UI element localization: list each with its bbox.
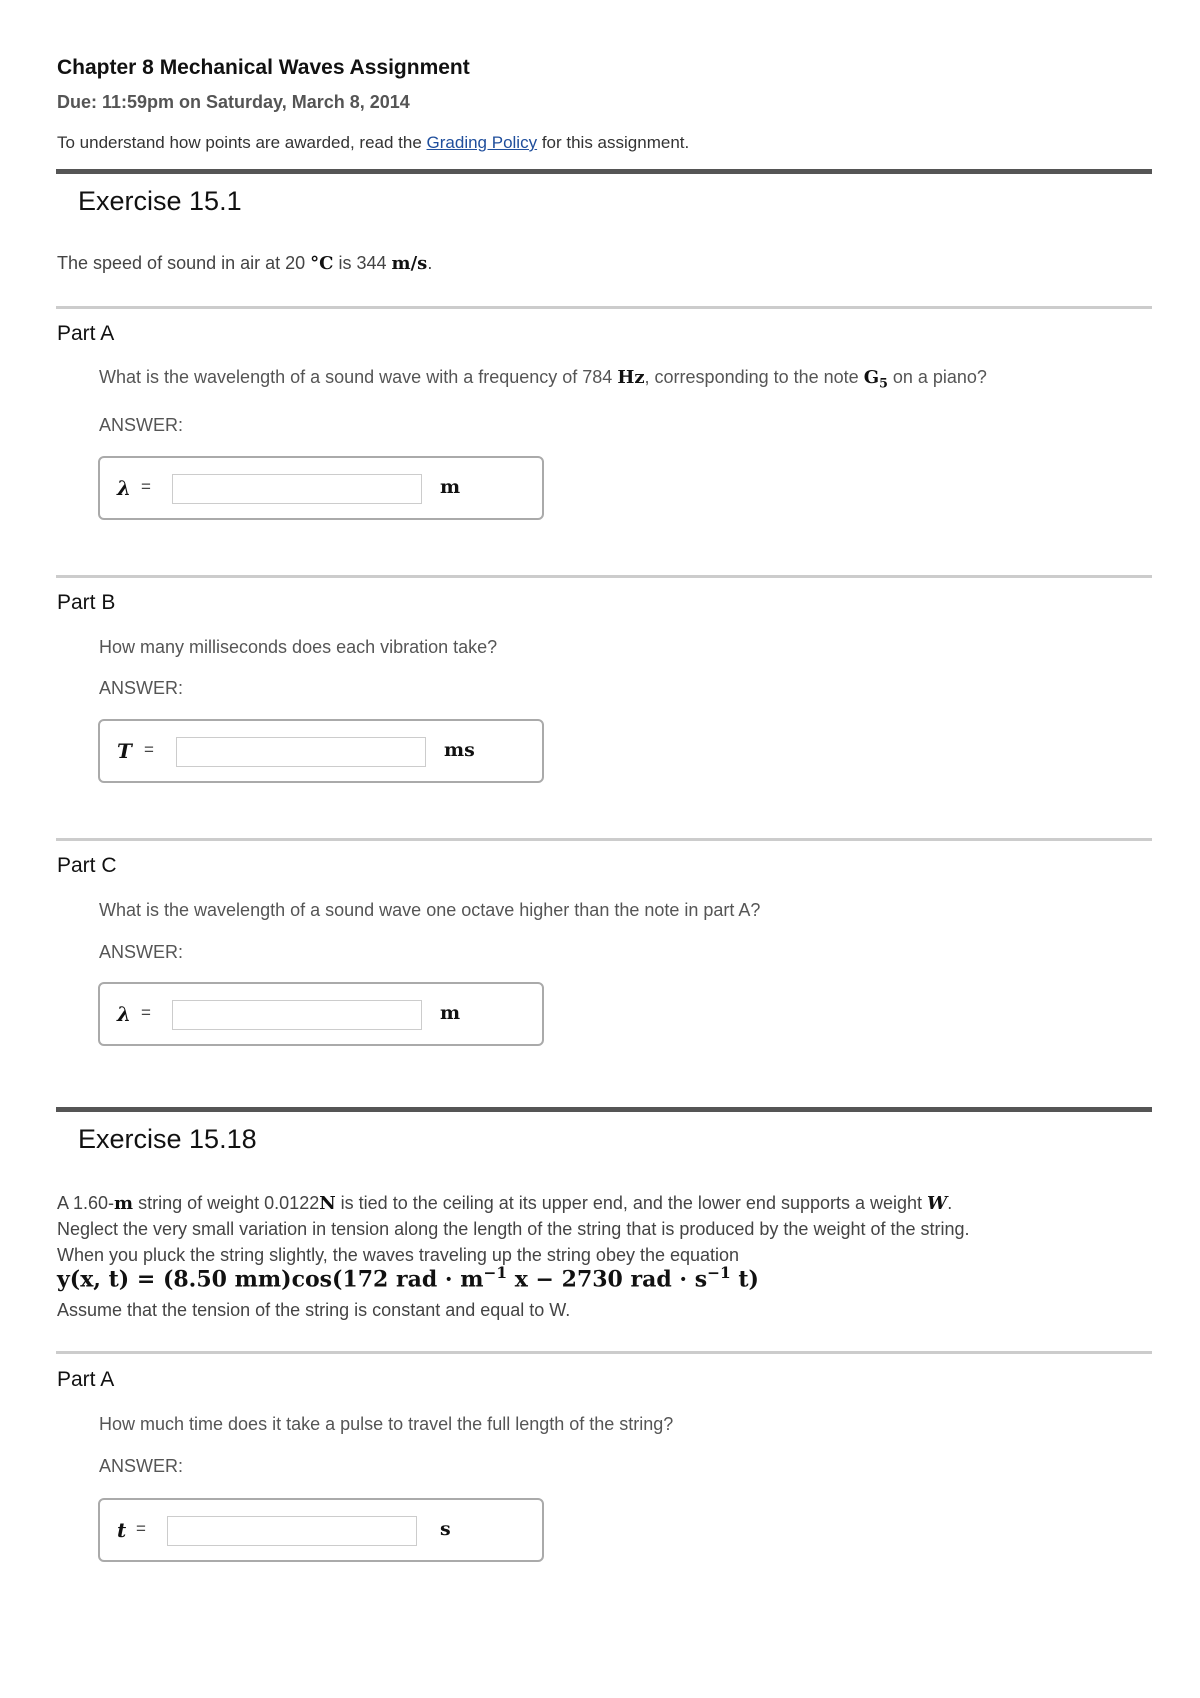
wave-equation [57,1264,759,1292]
answer-box [98,719,544,783]
answer-unit: m [440,476,461,498]
answer-variable: t [117,1518,127,1542]
intro-text: string of weight 0.0122 [133,1193,320,1213]
due-date: Due: 11:59pm on Saturday, March 8, 2014 [57,92,410,112]
intro-variable-weight: W [927,1193,948,1214]
exercise-divider [56,1107,1152,1112]
equation-part: t) [730,1266,759,1293]
exercise-title: Exercise 15.1 [78,186,242,216]
answer-box [98,456,544,520]
intro-text: A 1.60- [57,1193,115,1213]
intro-unit-meter: m [114,1193,134,1214]
policy-text-before: To understand how points are awarded, read the [57,133,427,152]
answer-input[interactable] [172,474,422,504]
answer-unit: s [440,1518,451,1540]
part-title: Part C [57,854,117,877]
part-title: Part A [57,322,115,345]
part-divider [56,306,1152,309]
answer-variable: λ [117,1002,132,1026]
intro-unit-speed: m/s [391,253,428,274]
equals-sign: = [141,1003,151,1022]
part-divider [56,1351,1152,1354]
question-unit-hz: Hz [617,367,645,388]
exercise-divider [56,169,1152,174]
part-question [99,367,987,391]
answer-label: ANSWER: [99,415,184,435]
answer-box [98,982,544,1046]
answer-variable: λ [117,476,132,500]
answer-variable: T [117,739,132,763]
policy-text-after: for this assignment. [537,133,690,152]
intro-unit-celsius: °C [310,253,334,274]
part-question: How much time does it take a pulse to travel the full length of the string? [99,1414,674,1434]
equation-part: x − 2730 rad · s [507,1266,708,1293]
grading-policy-link[interactable]: Grading Policy [426,133,538,152]
part-title: Part A [57,1368,115,1391]
question-text: What is the wavelength of a sound wave with a frequency of 784 [99,367,618,387]
answer-label: ANSWER: [99,942,184,962]
part-title: Part B [57,591,116,614]
grading-policy-note [57,133,689,153]
answer-input[interactable] [167,1516,417,1546]
answer-label: ANSWER: [99,678,184,698]
question-text: on a piano? [887,367,987,387]
note-octave: 5 [879,375,888,391]
question-note [863,367,888,391]
exercise-intro-line: When you pluck the string slightly, the waves traveling up the string obey the equation [57,1245,740,1265]
part-question: How many milliseconds does each vibration take? [99,637,498,657]
answer-unit: m [440,1002,461,1024]
intro-text: . [947,1193,953,1213]
intro-text: is tied to the ceiling at its upper end, and the lower end supports a weight [335,1193,928,1213]
intro-unit-newton: N [319,1193,336,1214]
equals-sign: = [141,477,151,496]
answer-label: ANSWER: [99,1456,184,1476]
part-divider [56,575,1152,578]
exercise-intro [57,250,432,277]
exercise-title: Exercise 15.18 [78,1124,257,1154]
answer-box [98,1498,544,1562]
equals-sign: = [144,740,154,759]
answer-input[interactable] [176,737,426,767]
equation-exponent: −1 [483,1264,508,1282]
equals-sign: = [136,1519,146,1538]
answer-input[interactable] [172,1000,422,1030]
assignment-title: Chapter 8 Mechanical Waves Assignment [57,56,470,79]
part-question: What is the wavelength of a sound wave one octave higher than the note in part A? [99,900,761,920]
equation-part: y(x, t) = (8.50 mm)cos(172 rad · m [57,1266,484,1293]
intro-text: is 344 [333,253,392,273]
intro-text: . [427,253,433,273]
exercise-intro-line [57,1190,952,1217]
note-letter: G [863,367,880,388]
part-divider [56,838,1152,841]
equation-exponent: −1 [707,1264,731,1282]
exercise-intro-line: Neglect the very small variation in tension along the length of the string that is produced by the weight of the string. [57,1219,970,1239]
answer-unit: ms [444,739,475,761]
question-text: , corresponding to the note [644,367,864,387]
intro-text: The speed of sound in air at 20 [57,253,311,273]
exercise-intro-line: Assume that the tension of the string is constant and equal to W. [57,1300,571,1320]
